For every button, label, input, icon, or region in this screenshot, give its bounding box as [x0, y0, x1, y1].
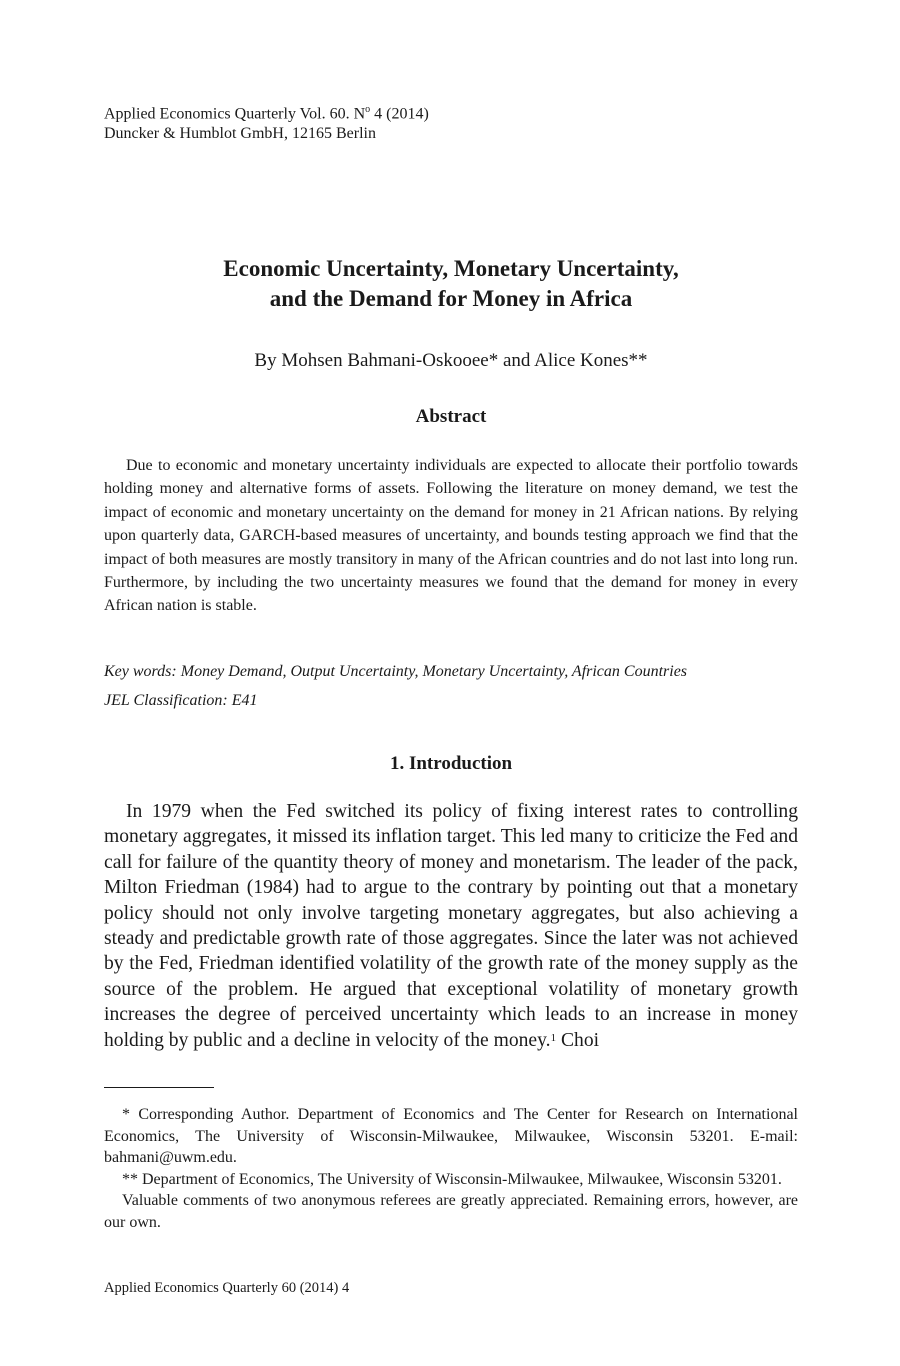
introduction-paragraph: In 1979 when the Fed switched its policy of fixing interest rates to controlling monetary aggregates, it missed its inflation target. This led many to criticize the Fed and call for failure of the quantity theory of money and monetarism. The leader of the pack, Milton Friedman (1984) had to argue to the contrary by pointing out that a monetary policy should not only involve targeting monetary aggregates, but also achieving a steady and predictable growth rate of those aggregates. Since the later was not achieved by the Fed, Friedman identified volatility of the growth rate of the money supply as the source of the problem. He argued that exceptional volatility of monetary growth increases the degree of perceived uncertainty which leads to an increase in money holding by public and a decline in velocity of the money.: [104, 801, 798, 1051]
author-line: By Mohsen Bahmani-Oskooee* and Alice Kones**: [254, 350, 648, 371]
keywords-block: [104, 657, 798, 715]
abstract-heading: Abstract: [415, 406, 487, 427]
paper-title: [104, 254, 798, 314]
title-line-2: and the Demand for Money in Africa: [269, 286, 633, 311]
abstract-text: Due to economic and monetary uncertainty individuals are expected to allocate their portfolio towards holding money and alternative forms of assets. Following the literature on money demand, we test the impact of economic and monetary uncertainty on the demand for money in 21 African nations. By relying upon quarterly data, GARCH-based measures of uncertainty, and bounds testing approach we find that the impact of both measures are mostly transitory in many of the African countries and do not last into long run. Furthermore, by including the two uncertainty measures we found that the demand for money in every African nation is stable.: [104, 457, 798, 615]
footnotes: [104, 1104, 798, 1234]
paper-page: [104, 0, 798, 1366]
journal-header: [104, 100, 429, 144]
publisher-line: Duncker & Humblot GmbH, 12165 Berlin: [104, 125, 376, 143]
section-heading-introduction: 1. Introduction: [389, 753, 513, 774]
number-superscript: o: [365, 104, 371, 115]
introduction-paragraph-tail: Choi: [556, 1029, 600, 1051]
footnote-divider: [104, 1087, 214, 1088]
footnote-corresponding-author: * Corresponding Author. Department of Economics and The Center for Research on International Economics, The University of Wisconsin-Milwaukee, Milwaukee, Wisconsin 53201. E-mail: bahmani@uwm.edu.: [104, 1106, 798, 1167]
footnote-acknowledgements: Valuable comments of two anonymous referees are greatly appreciated. Remaining errors, however, are our own.: [104, 1192, 798, 1231]
journal-citation-line: Applied Economics Quarterly Vol. 60. $N^o$ 4 (2014): [104, 104, 429, 123]
title-line-1: Economic Uncertainty, Monetary Uncertainty,: [223, 256, 679, 281]
key-words-line: Key words: Money Demand, Output Uncertainty, Monetary Uncertainty, African Countries: [104, 663, 688, 680]
footnote-second-author: ** Department of Economics, The University of Wisconsin-Milwaukee, Milwaukee, Wisconsin 53201.: [122, 1170, 782, 1188]
introduction-text: [104, 799, 798, 1053]
jel-classification-line: JEL Classification: E41: [104, 692, 258, 709]
page-footer: Applied Economics Quarterly 60 (2014) 4: [104, 1280, 350, 1296]
footnote-reference: 1: [550, 1031, 557, 1044]
